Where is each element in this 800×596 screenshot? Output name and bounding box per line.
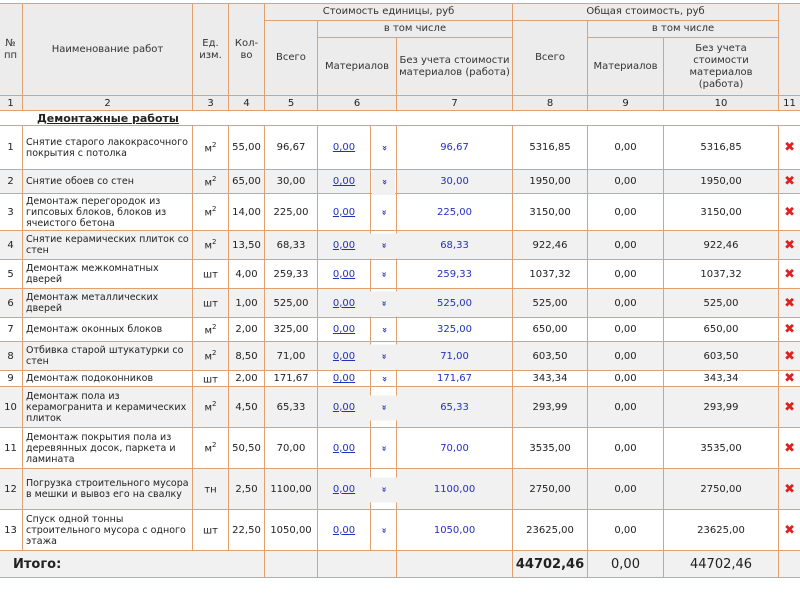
unit-price: 325,00 <box>265 318 318 342</box>
unit-cell <box>193 260 229 289</box>
col-unit-header: Ед. изм. <box>193 4 229 96</box>
unit-work-price: 96,67 <box>397 126 513 170</box>
unit-work-price: 65,33 <box>397 387 513 428</box>
row-total: 1950,00 <box>513 170 588 194</box>
table-row <box>0 289 800 318</box>
materials-link[interactable]: 0,00 <box>318 469 371 510</box>
materials-link[interactable]: 0,00 <box>318 231 371 260</box>
unit-work-price: 30,00 <box>397 170 513 194</box>
work-name: Снятие обоев со стен <box>23 170 193 194</box>
materials-link[interactable]: 0,00 <box>318 194 371 231</box>
row-total: 343,34 <box>513 371 588 387</box>
col-total-header: Всего <box>513 21 588 96</box>
unit-power: 2 <box>212 238 217 247</box>
row-total-work: 5316,85 <box>664 126 779 170</box>
row-number: 4 <box>0 231 23 260</box>
table-row <box>0 170 800 194</box>
delete-x-icon[interactable]: ✖ <box>779 469 800 510</box>
row-total-materials: 0,00 <box>588 387 664 428</box>
delete-x-icon[interactable]: ✖ <box>779 194 800 231</box>
unit-price: 225,00 <box>265 194 318 231</box>
table-row <box>0 194 800 231</box>
quantity: 55,00 <box>229 126 265 170</box>
unit: м <box>204 443 213 455</box>
delete-x-icon[interactable]: ✖ <box>779 170 800 194</box>
row-number: 8 <box>0 342 23 371</box>
unit-price: 65,33 <box>265 387 318 428</box>
work-name: Демонтаж оконных блоков <box>23 318 193 342</box>
row-total: 922,46 <box>513 231 588 260</box>
unit-price: 71,00 <box>265 342 318 371</box>
double-chevron-down-icon[interactable]: » <box>363 517 404 543</box>
double-chevron-down-icon[interactable]: » <box>372 317 396 343</box>
unit-price: 1100,00 <box>265 469 318 510</box>
unit-work-price: 225,00 <box>397 194 513 231</box>
row-total-materials: 0,00 <box>588 126 664 170</box>
col-unit-materials-header: Материалов <box>318 38 397 96</box>
row-total: 525,00 <box>513 289 588 318</box>
row-total-work: 603,50 <box>664 342 779 371</box>
col-number: 11 <box>779 96 800 111</box>
unit-price: 96,67 <box>265 126 318 170</box>
unit: шт <box>203 374 218 386</box>
row-number: 1 <box>0 126 23 170</box>
unit-work-price: 325,00 <box>397 318 513 342</box>
work-name: Демонтаж пола из керамогранита и керамических плиток <box>23 387 193 428</box>
unit: шт <box>203 525 218 537</box>
double-chevron-down-icon[interactable]: » <box>365 199 402 225</box>
row-number: 5 <box>0 260 23 289</box>
unit: м <box>204 177 213 189</box>
row-total-work: 2750,00 <box>664 469 779 510</box>
col-number: 6 <box>318 96 397 111</box>
row-total: 23625,00 <box>513 510 588 551</box>
unit: шт <box>203 298 218 310</box>
unit-cell <box>193 469 229 510</box>
row-total-work: 3150,00 <box>664 194 779 231</box>
unit-cell <box>193 318 229 342</box>
materials-link[interactable]: 0,00 <box>318 428 371 469</box>
col-total-materials-header: Материалов <box>588 38 664 96</box>
row-number: 6 <box>0 289 23 318</box>
unit: тн <box>204 484 217 496</box>
delete-x-icon[interactable]: ✖ <box>779 371 800 387</box>
unit-price: 171,67 <box>265 371 318 387</box>
row-number: 12 <box>0 469 23 510</box>
table-row <box>0 371 800 387</box>
quantity: 4,50 <box>229 387 265 428</box>
unit: м <box>204 351 213 363</box>
unit-work-price: 259,33 <box>397 260 513 289</box>
col-name-header: Наименование работ <box>23 4 193 96</box>
table-row <box>0 387 800 428</box>
unit-price: 1050,00 <box>265 510 318 551</box>
row-total-work: 293,99 <box>664 387 779 428</box>
unit-power: 2 <box>212 400 217 409</box>
materials-link[interactable]: 0,00 <box>318 387 371 428</box>
work-name: Демонтаж подоконников <box>23 371 193 387</box>
row-number: 2 <box>0 170 23 194</box>
delete-x-icon[interactable]: ✖ <box>779 289 800 318</box>
col-number: 10 <box>664 96 779 111</box>
work-name: Демонтаж перегородок из гипсовых блоков, блоков из ячеистого бетона <box>23 194 193 231</box>
col-number: 8 <box>513 96 588 111</box>
work-name: Спуск одной тонны строительного мусора с одного этажа <box>23 510 193 551</box>
materials-link[interactable]: 0,00 <box>318 260 371 289</box>
table-row <box>0 126 800 170</box>
double-chevron-down-icon[interactable]: » <box>362 135 406 161</box>
unit-power: 2 <box>212 205 217 214</box>
quantity: 65,00 <box>229 170 265 194</box>
row-total: 293,99 <box>513 387 588 428</box>
delete-x-icon[interactable]: ✖ <box>779 510 800 551</box>
row-total-materials: 0,00 <box>588 342 664 371</box>
unit-incl-header: в том числе <box>318 21 513 38</box>
delete-x-icon[interactable]: ✖ <box>779 428 800 469</box>
unit-work-price: 71,00 <box>397 342 513 371</box>
unit-work-price: 525,00 <box>397 289 513 318</box>
col-num-header: № пп <box>0 4 23 96</box>
col-number: 7 <box>397 96 513 111</box>
row-total-materials: 0,00 <box>588 510 664 551</box>
double-chevron-down-icon[interactable]: » <box>363 435 404 461</box>
quantity: 2,50 <box>229 469 265 510</box>
unit-power: 2 <box>212 140 217 149</box>
section-row <box>0 111 800 126</box>
total-label: Итого: <box>0 551 265 578</box>
total-cost-group-header: Общая стоимость, руб <box>513 4 779 21</box>
section-title: Демонтажные работы <box>0 111 800 126</box>
unit-power: 2 <box>212 322 217 331</box>
row-total: 3535,00 <box>513 428 588 469</box>
quantity: 1,00 <box>229 289 265 318</box>
work-name: Демонтаж металлических дверей <box>23 289 193 318</box>
unit-work-price: 171,67 <box>397 371 513 387</box>
unit-work-price: 1050,00 <box>397 510 513 551</box>
total-materials: 0,00 <box>588 551 664 578</box>
quantity: 14,00 <box>229 194 265 231</box>
unit-cell <box>193 510 229 551</box>
unit: м <box>204 402 213 414</box>
row-total-materials: 0,00 <box>588 170 664 194</box>
row-total-work: 343,34 <box>664 371 779 387</box>
row-total-work: 525,00 <box>664 289 779 318</box>
materials-link[interactable]: 0,00 <box>318 170 371 194</box>
delete-x-icon[interactable]: ✖ <box>779 318 800 342</box>
row-total: 2750,00 <box>513 469 588 510</box>
double-chevron-down-icon[interactable]: » <box>369 290 398 316</box>
quantity: 13,50 <box>229 231 265 260</box>
table-row <box>0 260 800 289</box>
double-chevron-down-icon[interactable]: » <box>363 394 404 420</box>
unit-price: 525,00 <box>265 289 318 318</box>
total-row <box>0 551 800 578</box>
row-number: 11 <box>0 428 23 469</box>
materials-link[interactable]: 0,00 <box>318 371 371 387</box>
row-total-materials: 0,00 <box>588 260 664 289</box>
materials-link[interactable]: 0,00 <box>318 510 371 551</box>
double-chevron-down-icon[interactable]: » <box>363 476 404 502</box>
col-total-labor-header: Без учета стоимости материалов (работа) <box>664 38 779 96</box>
total-work: 44702,46 <box>664 551 779 578</box>
materials-link[interactable]: 0,00 <box>318 318 371 342</box>
double-chevron-down-icon[interactable]: » <box>369 343 398 369</box>
row-total-materials: 0,00 <box>588 194 664 231</box>
work-name: Погрузка строительного мусора в мешки и вывоз его на свалку <box>23 469 193 510</box>
unit-work-price: 1100,00 <box>397 469 513 510</box>
table-row <box>0 469 800 510</box>
row-total-work: 1950,00 <box>664 170 779 194</box>
delete-x-icon[interactable]: ✖ <box>779 260 800 289</box>
unit-cell <box>193 170 229 194</box>
unit: шт <box>203 269 218 281</box>
unit-cell <box>193 342 229 371</box>
delete-x-icon[interactable]: ✖ <box>779 342 800 371</box>
estimate-table <box>0 3 800 578</box>
row-total: 603,50 <box>513 342 588 371</box>
row-number: 7 <box>0 318 23 342</box>
work-name: Демонтаж межкомнатных дверей <box>23 260 193 289</box>
row-number: 9 <box>0 371 23 387</box>
quantity: 2,00 <box>229 318 265 342</box>
row-total-materials: 0,00 <box>588 289 664 318</box>
unit-cell <box>193 428 229 469</box>
col-number: 9 <box>588 96 664 111</box>
unit-price: 68,33 <box>265 231 318 260</box>
row-total-work: 1037,32 <box>664 260 779 289</box>
col-number: 4 <box>229 96 265 111</box>
col-unit-total-header: Всего <box>265 21 318 96</box>
row-total-materials: 0,00 <box>588 428 664 469</box>
unit: м <box>204 325 213 337</box>
col-number: 2 <box>23 96 193 111</box>
row-total: 650,00 <box>513 318 588 342</box>
row-total-work: 3535,00 <box>664 428 779 469</box>
materials-link[interactable]: 0,00 <box>318 342 371 371</box>
work-name: Снятие керамических плиток со стен <box>23 231 193 260</box>
work-name: Снятие старого лакокрасочного покрытия с потолка <box>23 126 193 170</box>
col-number: 5 <box>265 96 318 111</box>
total-sum: 44702,46 <box>513 551 588 578</box>
double-chevron-down-icon[interactable]: » <box>376 366 392 392</box>
row-number: 3 <box>0 194 23 231</box>
work-name: Демонтаж покрытия пола из деревянных досок, паркета и ламината <box>23 428 193 469</box>
delete-x-icon[interactable]: ✖ <box>779 387 800 428</box>
unit-power: 2 <box>212 441 217 450</box>
row-total-materials: 0,00 <box>588 371 664 387</box>
unit-power: 2 <box>212 174 217 183</box>
unit-cell <box>193 194 229 231</box>
table-row <box>0 318 800 342</box>
quantity: 2,00 <box>229 371 265 387</box>
quantity: 8,50 <box>229 342 265 371</box>
row-total-work: 650,00 <box>664 318 779 342</box>
table-row <box>0 231 800 260</box>
unit-price: 30,00 <box>265 170 318 194</box>
unit-power: 2 <box>212 349 217 358</box>
row-total-materials: 0,00 <box>588 231 664 260</box>
col-unit-labor-header: Без учета стоимости материалов (работа) <box>397 38 513 96</box>
work-name: Отбивка старой штукатурки со стен <box>23 342 193 371</box>
unit-cost-group-header: Стоимость единицы, руб <box>265 4 513 21</box>
unit-work-price: 68,33 <box>397 231 513 260</box>
unit-cell <box>193 231 229 260</box>
double-chevron-down-icon[interactable]: » <box>369 232 398 258</box>
materials-link[interactable]: 0,00 <box>318 126 371 170</box>
row-total: 1037,32 <box>513 260 588 289</box>
row-total-materials: 0,00 <box>588 469 664 510</box>
row-total-work: 23625,00 <box>664 510 779 551</box>
unit: м <box>204 240 213 252</box>
unit-cell <box>193 289 229 318</box>
quantity: 4,00 <box>229 260 265 289</box>
table-row <box>0 428 800 469</box>
column-numbers-row <box>0 96 800 111</box>
quantity: 22,50 <box>229 510 265 551</box>
col-number: 3 <box>193 96 229 111</box>
delete-x-icon[interactable]: ✖ <box>779 231 800 260</box>
unit-cell <box>193 387 229 428</box>
col-qty-header: Кол-во <box>229 4 265 96</box>
table-row <box>0 510 800 551</box>
row-total-materials: 0,00 <box>588 318 664 342</box>
unit-work-price: 70,00 <box>397 428 513 469</box>
unit-cell <box>193 371 229 387</box>
row-total-work: 922,46 <box>664 231 779 260</box>
col-number: 1 <box>0 96 23 111</box>
row-number: 10 <box>0 387 23 428</box>
unit-price: 259,33 <box>265 260 318 289</box>
unit-cell <box>193 126 229 170</box>
table-row <box>0 342 800 371</box>
delete-x-icon[interactable]: ✖ <box>779 126 800 170</box>
row-total: 5316,85 <box>513 126 588 170</box>
unit-price: 70,00 <box>265 428 318 469</box>
unit: м <box>204 143 213 155</box>
row-number: 13 <box>0 510 23 551</box>
row-total: 3150,00 <box>513 194 588 231</box>
quantity: 50,50 <box>229 428 265 469</box>
materials-link[interactable]: 0,00 <box>318 289 371 318</box>
total-incl-header: в том числе <box>588 21 779 38</box>
double-chevron-down-icon[interactable]: » <box>372 169 396 195</box>
double-chevron-down-icon[interactable]: » <box>369 261 398 287</box>
unit: м <box>204 207 213 219</box>
